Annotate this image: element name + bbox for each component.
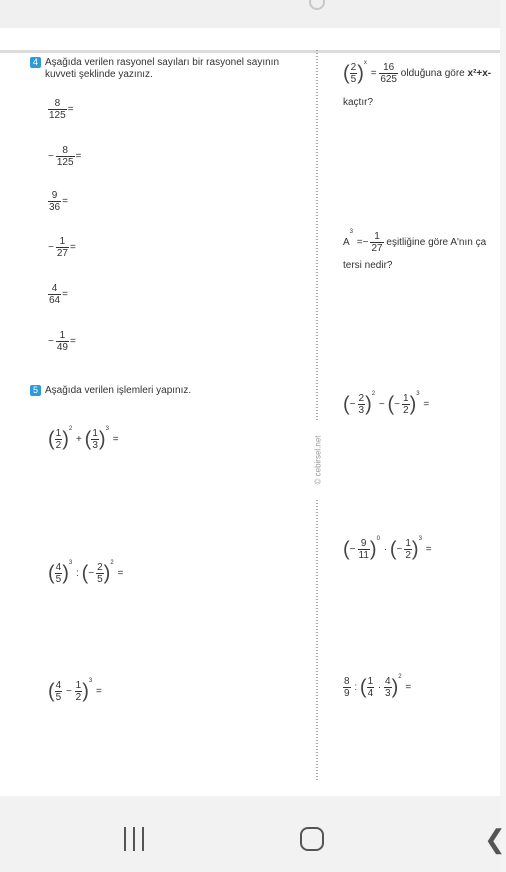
equals-sign: = [69, 336, 76, 347]
fraction-denominator: 2 [75, 692, 82, 703]
fraction-numerator: 2 [350, 62, 357, 73]
equals-sign: = [67, 104, 74, 115]
fraction-denominator: 9 [344, 688, 350, 699]
fraction-denominator: 625 [380, 74, 397, 85]
right-question-mid: $A^3$ =− $\frac{1}{27}$ eşitliğine göre A'nın ça [343, 229, 487, 254]
fraction-numerator: 2 [97, 562, 103, 573]
exponent: 3 [349, 229, 354, 235]
q5-expr-4: (− $\frac{2}{3}$ )$^2$ − (− $\frac{1}{2}$ )$^3$ = [343, 391, 430, 416]
page-top-edge [0, 50, 500, 53]
q5-expr-1: ( $\frac{1}{2}$ )$^2$ + ( $\frac{1}{3}$ )$^3$ = [48, 426, 119, 451]
right-top-text: olduğuna göre [400, 68, 465, 79]
exponent: 3 [416, 391, 420, 397]
q4-item-2 [48, 145, 81, 168]
back-icon[interactable]: ❮ [484, 824, 506, 854]
column-divider [316, 50, 318, 420]
recent-apps-icon[interactable] [124, 827, 151, 856]
operator: · [383, 544, 388, 555]
exponent: 3 [105, 426, 109, 432]
fraction-numerator: 1 [59, 236, 66, 247]
column-divider-lower [316, 500, 318, 780]
operator: : [76, 568, 79, 579]
watermark: © cebirsel.net [313, 435, 323, 485]
exponent: 2 [371, 391, 376, 397]
minus-sign: − [48, 242, 54, 253]
exponent: 2 [398, 674, 402, 680]
fraction-numerator: 8 [62, 145, 68, 156]
fraction-denominator: 11 [358, 550, 369, 561]
right-question-top: ( $\frac{2}{5}$ )$^x$ = $\frac{16}{625}$ olduğuna göre x²+x- [343, 60, 492, 85]
equals-sign: = [75, 151, 82, 162]
fraction-denominator: 36 [49, 202, 61, 213]
exponent: 3 [418, 536, 422, 542]
fraction-numerator: 2 [358, 393, 365, 404]
fraction-numerator: 4 [51, 283, 58, 294]
home-icon[interactable] [300, 827, 324, 851]
operator: + [76, 434, 82, 445]
fraction-denominator: 27 [371, 243, 383, 254]
camera-cutout-icon [309, 0, 325, 10]
fraction-denominator: 125 [49, 110, 66, 121]
operator: − [378, 399, 385, 410]
equals-sign: = [62, 289, 68, 300]
q4-item-1 [48, 98, 74, 121]
exponent: 3 [88, 678, 93, 684]
navigation-bar [0, 796, 500, 872]
fraction-numerator: 9 [51, 190, 58, 201]
q5-expr-3: ( $\frac{4}{5}$ − $\frac{1}{2}$ )$^3$ = [48, 678, 102, 703]
question-number-badge: 5 [30, 385, 41, 396]
fraction-numerator: 1 [374, 231, 380, 242]
right-mid-text: eşitliğine göre A'nın ça [386, 237, 487, 248]
fraction-numerator: 1 [405, 538, 411, 549]
fraction-numerator: 1 [59, 330, 66, 341]
exponent: 2 [110, 560, 114, 566]
question-number-badge: 4 [30, 57, 41, 68]
question-5-text: Aşağıda verilen işlemleri yapınız. [45, 385, 192, 396]
fraction-denominator: 5 [55, 692, 62, 703]
q4-item-3 [48, 190, 68, 213]
fraction-numerator: 1 [92, 428, 98, 439]
fraction-denominator: 3 [92, 440, 98, 451]
fraction-numerator: 4 [385, 676, 391, 687]
exponent: 2 [68, 426, 73, 432]
fraction-denominator: 64 [49, 295, 61, 306]
fraction-denominator: 125 [56, 157, 74, 168]
status-area [0, 0, 500, 28]
fraction-denominator: 2 [55, 440, 62, 451]
operator: − [66, 686, 72, 697]
fraction-numerator: 9 [360, 538, 367, 549]
q4-item-6 [48, 330, 76, 353]
operator: : [354, 682, 358, 693]
minus-sign: − [48, 151, 54, 162]
fraction-denominator: 49 [56, 342, 68, 353]
right-top-expression: x²+x- [467, 68, 492, 79]
fraction-denominator: 5 [55, 574, 62, 585]
equals-sign: = [69, 242, 76, 253]
question-5-prompt [30, 385, 191, 397]
fraction-numerator: 8 [54, 98, 61, 109]
fraction-denominator: 5 [350, 74, 357, 85]
exponent: 3 [68, 560, 73, 566]
fraction-denominator: 2 [403, 405, 409, 416]
q5-expr-2: ( $\frac{4}{5}$ )$^3$ : (− $\frac{2}{5}$ )$^2$ = [48, 560, 124, 585]
question-4-prompt [30, 57, 315, 81]
fraction-denominator: 3 [358, 405, 365, 416]
exponent: x [363, 60, 367, 66]
fraction-numerator: 1 [55, 428, 62, 439]
fraction-denominator: 27 [56, 248, 68, 259]
minus-sign: − [48, 336, 54, 347]
fraction-denominator: 2 [405, 550, 411, 561]
fraction-numerator: 16 [383, 62, 395, 73]
variable-a: A [343, 237, 350, 248]
question-4-text-line1: Aşağıda verilen rasyonel sayıları bir rasyonel sayının [45, 57, 280, 68]
q4-item-5 [48, 283, 68, 306]
fraction-numerator: 1 [403, 393, 409, 404]
right-top-line2: kaçtır? [343, 97, 374, 108]
equals-sign: = [62, 196, 68, 207]
fraction-denominator: 3 [385, 688, 391, 699]
fraction-numerator: 4 [55, 680, 62, 691]
fraction-denominator: 5 [97, 574, 103, 585]
right-mid-line2: tersi nedir? [343, 260, 393, 271]
fraction-numerator: 1 [75, 680, 82, 691]
q5-expr-5: (− $\frac{9}{11}$ )$^0$ · (− $\frac{1}{2}$ )$^3$ = [343, 536, 432, 561]
fraction-denominator: 4 [367, 688, 374, 699]
fraction-numerator: 1 [367, 676, 374, 687]
operator: · [377, 682, 382, 693]
fraction-numerator: 8 [344, 676, 350, 687]
question-4-text-line2: kuvveti şeklinde yazınız. [45, 69, 153, 80]
q5-expr-6: $\frac{8}{9}$ : ( $\frac{1}{4}$ · $\frac{4}{3}$ )$^2$ = [344, 674, 412, 699]
exponent: 0 [376, 536, 380, 542]
q4-item-4 [48, 236, 76, 259]
fraction-numerator: 4 [55, 562, 62, 573]
